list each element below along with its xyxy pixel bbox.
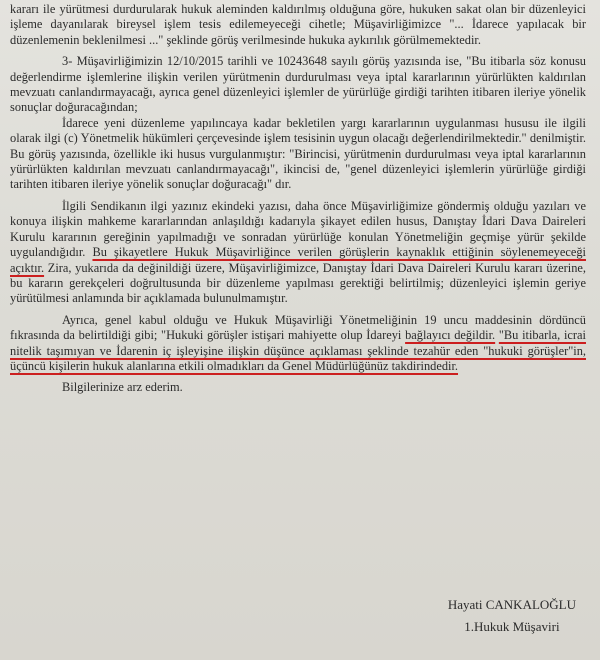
paragraph-4-underlined: Bu şikayetlere Hukuk Müşavirliğince verilen görüşlerin kaynaklık ettiğinin söylenemeyeceği açıktır. — [10, 245, 586, 275]
signature-name: Hayati CANKALOĞLU — [447, 597, 576, 612]
paragraph-4-text-a: İlgili Sendikanın ilgi yazınız ekindeki yazısı, daha önce Müşavirliğimize göndermiş olduğu yazıları ve konuya ilişkin mahkeme kararlarından anlaşıldığı kadarıyla şikayet edilen husus, Danıştay İdari Dava Daireleri Kurulu kararının gereğinin yapılmadığı ve sonradan yürürlüğe konulan Yönetmeliğin geçmişe yürür şekilde uygulandığıdır. — [10, 198, 586, 260]
signature-title: 1.Hukuk Müşaviri — [464, 619, 560, 634]
paragraph-1: kararı ile yürütmesi durdurularak hukuk aleminden kaldırılmış olduğuna göre, hukuken sakat olan bir düzenleyici işleme dayanılarak bireysel işlem tesis edilemeyeceği cihetle; Müşavirliğimizce "... İdarece yapılacak bir düzenlemenin beklenilmesi ..." şeklinde görüş verilmesinde hukuka aykırılık görülmemektedir. — [10, 2, 586, 47]
paragraph-4 — [10, 199, 586, 307]
paragraph-5-underlined-c: "Bu itibarla, icrai nitelik taşımıyan ve İdarenin iç işleyişine ilişkin düşünce açıklaması şeklinde tezahür eden "hukuki görüşler"in, üçüncü kişilerin hukuk alanlarına etkili olmadıkları da Genel Müdürlüğünüz takdirindedir. — [10, 328, 586, 373]
paragraph-4-text-c: Zira, yukarıda da değinildiği üzere, Müşavirliğimizce, Danıştay İdari Dava Daireleri Kurulu kararı üzerine, bu kararın gerekçeleri doğrultusunda bir düzenleme yapılması gerektiği belirtilmiş; düzenleyici işlemin geriye yürütülmesi anlamında bir açıklamada bulunulmamıştır. — [10, 260, 586, 306]
paragraph-5-text-a: Ayrıca, genel kabul olduğu ve Hukuk Müşavirliği Yönetmeliğinin 19 uncu maddesinin dördüncü fıkrasında da belirtildiği gibi; "Hukuki görüşler istişari mahiyette olup İdareyi — [10, 312, 586, 343]
paragraph-2: 3- Müşavirliğimizin 12/10/2015 tarihli ve 10243648 sayılı görüş yazısında ise, "Bu itibarla söz konusu değerlendirme işlemlerine ilişkin verilen yürütmenin durdurulması veya iptal kararlarının yürürlükten kaldırılan mevzuatı canlandırmayacağı, ayrıca genel düzenleyici işlemler de yürürlüğe girdiği tarihten itibaren ileriye yönelik sonuçlar doğuracağından; — [10, 54, 586, 115]
paragraph-5-underlined-b: bağlayıcı değildir. — [405, 328, 496, 343]
signature-block — [448, 594, 576, 638]
closing-line: Bilgilerinize arz ederim. — [62, 380, 183, 395]
paragraph-3: İdarece yeni düzenleme yapılıncaya kadar bekletilen yargı kararlarının uygulanması hususu ile ilgili olarak ilgi (c) Yönetmelik hükümleri çerçevesinde işlem tesisinin uygun olacağı değerlendirilmektedir." denilmiştir. Bu görüş yazısında, özellikle iki husus vurgulanmıştır: "Birincisi, yürütmenin durdurulması veya iptal kararlarının yürürlükten kaldırılan mevzuatı canlandırmayacağı", ikincisi de, "genel düzenleyici işlemlerin yürürlüğe girdiği tarihten itibaren ileriye yönelik sonuçlar doğuracağı" dır. — [10, 115, 586, 192]
paragraph-5 — [10, 313, 586, 375]
